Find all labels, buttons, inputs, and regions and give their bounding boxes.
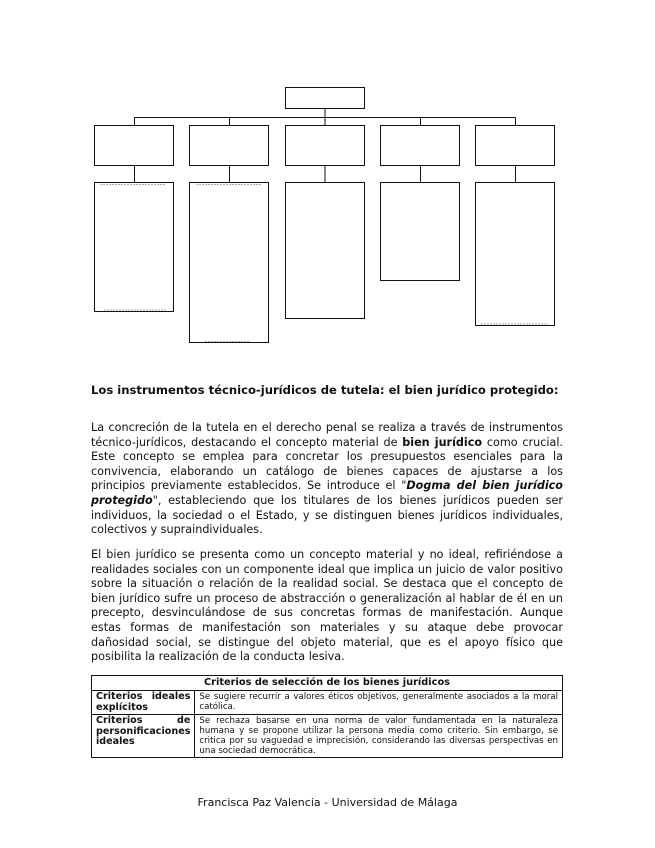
diagram-detail-box-4 [381, 183, 460, 281]
diagram-detail-box-3 [286, 183, 365, 319]
diagram-child-box-1 [95, 126, 174, 166]
diagram-child-box-5 [476, 126, 555, 166]
criteria-label: Criterios de personificaciones ideales [92, 715, 195, 758]
diagram-text-residue [100, 185, 548, 342]
diagram-connectors [135, 109, 516, 126]
paragraph-bien-juridico: La concreción de la tutela en el derecho penal se realiza a través de instrumentos técnico-jurídicos, destacando el concepto material de bien jurídico como crucial. Este concepto se emplea para concretar los presupuestos esenciales para la convivencia, elaborando un catálogo de bienes capaces de ajustarse a los principios previamente establecidos. Se introduce el "Dogma del bien jurídico protegido", estableciendo que los titulares de los bienes jurídicos pueden ser individuos, la sociedad o el Estado, y se distinguen bienes jurídicos individuales, colectivos y supraindividuales. [91, 421, 563, 537]
diagram-child-box-4 [381, 126, 460, 166]
term-dogma: Dogma del bien jurídico protegido [91, 479, 563, 507]
section-title: Los instrumentos técnico-jurídicos de tutela: el bien jurídico protegido: [91, 383, 559, 397]
table-row [92, 715, 563, 758]
diagram-detail-box-1 [95, 183, 174, 312]
diagram-child-box-2 [190, 126, 269, 166]
diagram-detail-box-5 [476, 183, 555, 326]
diagram-sub-connectors [135, 166, 516, 183]
criteria-table-header: Criterios de selección de los bienes jurídicos [92, 676, 563, 691]
criteria-description: Se rechaza basarse en una norma de valor fundamentada en la naturaleza humana y se propone utilizar la persona media como criterio. Sin embargo, se critica por su vaguedad e imprecisión, considerando las diversas perspectivas en una sociedad democrática. [195, 715, 563, 758]
hierarchy-diagram [0, 0, 655, 360]
criteria-label: Criterios ideales explícitos [92, 691, 195, 715]
diagram-root-box [286, 88, 365, 109]
criteria-description: Se sugiere recurrir a valores éticos objetivos, generalmente asociados a la moral católica. [195, 691, 563, 715]
diagram-detail-box-2 [190, 183, 269, 343]
term-bien-juridico: bien jurídico [402, 435, 483, 449]
criteria-table [91, 675, 563, 758]
table-row [92, 691, 563, 715]
page-footer: Francisca Paz Valencia - Universidad de Málaga [197, 796, 458, 809]
paragraph-concepto-material: El bien jurídico se presenta como un concepto material y no ideal, refiriéndose a realidades sociales con un componente ideal que implica un juicio de valor positivo sobre la situación o relación de la realidad social. Se destaca que el concepto de bien jurídico sufre un proceso de abstracción o generalización al hablar de él en un precepto, desvinculándose de sus concretas formas de manifestación. Aunque estas formas de manifestación son materiales y su ataque debe provocar dañosidad social, se distingue del objeto material, que es el apoyo físico que posibilita la realización de la conducta lesiva. [91, 548, 563, 664]
diagram-child-box-3 [286, 126, 365, 166]
